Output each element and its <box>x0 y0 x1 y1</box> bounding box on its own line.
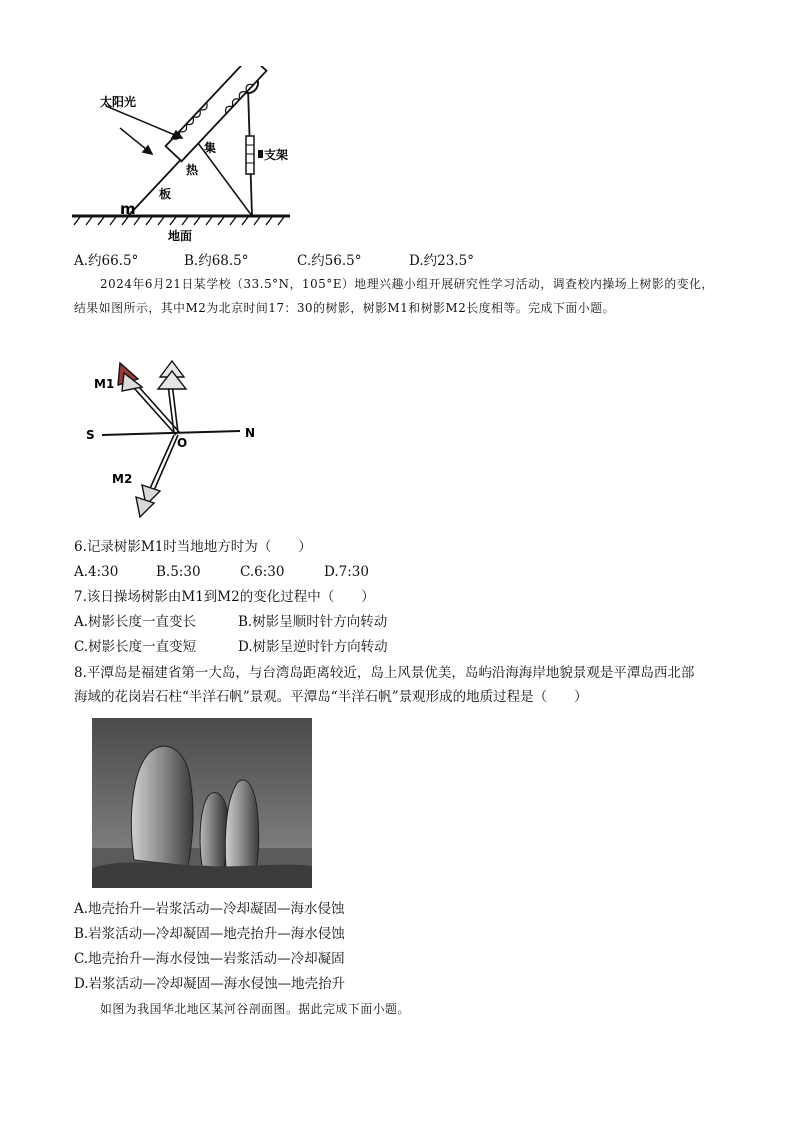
noon-tree-shadow <box>168 383 178 433</box>
q5-option-a[interactable]: A.约66.5° <box>74 253 139 269</box>
q8-option-d[interactable]: D.岩浆活动—冷却凝固—海水侵蚀—地壳抬升 <box>74 976 346 992</box>
tree-shadow-diagram <box>80 355 280 525</box>
q6-stem: 6.记录树影M1时当地地方时为（ ） <box>74 539 312 555</box>
collector-char-2: 热 <box>186 163 199 177</box>
q5-option-c[interactable]: C.约56.5° <box>297 253 362 269</box>
s-n-axis <box>102 431 240 435</box>
collector-char-1: 集 <box>204 141 217 155</box>
q6-option-a[interactable]: A.4:30 <box>74 564 119 580</box>
ground-label: 地面 <box>168 229 193 243</box>
q5-option-d[interactable]: D.约23.5° <box>409 253 474 269</box>
q7-options-row2 <box>74 638 388 656</box>
q7-option-a[interactable]: A.树影长度一直变长 <box>74 614 197 630</box>
q6-option-c[interactable]: C.6:30 <box>240 564 285 580</box>
m1-label: M1 <box>94 377 115 391</box>
tree-icon-m1 <box>118 363 142 391</box>
q8-option-b[interactable]: B.岩浆活动—冷却凝固—地壳抬升—海水侵蚀 <box>74 926 345 942</box>
m2-label: M2 <box>112 472 133 486</box>
q7-option-b[interactable]: B.树影呈顺时针方向转动 <box>238 614 388 630</box>
angle-label: m <box>120 200 136 218</box>
q7-option-d[interactable]: D.树影呈逆时针方向转动 <box>238 639 388 655</box>
sunlight-label: 太阳光 <box>100 95 137 109</box>
ground-hatching <box>74 217 284 225</box>
q5-options <box>74 252 474 270</box>
q7-option-c[interactable]: C.树影长度一直变短 <box>74 639 197 655</box>
intro-q6-q7: 2024年6月21日某学校（33.5°N，105°E）地理兴趣小组开展研究性学习活动，调查校内操场上树影的变化，结果如图所示，其中M2为北京时间17：30的树影，树影M1和树影M2长度相等。完成下面小题。 <box>74 277 714 315</box>
m2-shadow <box>148 435 178 495</box>
bracket-block <box>246 136 254 174</box>
q7-stem: 7.该日操场树影由M1到M2的变化过程中（ ） <box>74 589 375 605</box>
q8-stem-line2: 海域的花岗岩石柱“半洋石帆”景观。平潭岛“半洋石帆”景观形成的地质过程是（ ） <box>74 689 588 705</box>
q8-option-c[interactable]: C.地壳抬升—海水侵蚀—岩浆活动—冷却凝固 <box>74 951 345 967</box>
stone-pillar-photo <box>92 718 312 888</box>
q8-option-a[interactable]: A.地壳抬升—岩浆活动—冷却凝固—海水侵蚀 <box>74 901 345 917</box>
foreground-rocks <box>92 862 312 888</box>
bracket-knob <box>258 150 263 158</box>
q6-option-d[interactable]: D.7:30 <box>324 564 369 580</box>
tree-icon-m2 <box>136 485 160 517</box>
middle-pillar <box>200 793 228 868</box>
bracket-label: 支架 <box>264 148 289 162</box>
q8-stem-line1: 8.平潭岛是福建省第一大岛，与台湾岛距离较近，岛上风景优美，岛屿沿海海岸地貌景观是平潭岛西北部 <box>74 665 695 681</box>
collector-char-3: 板 <box>159 187 172 201</box>
q7-options-row1 <box>74 613 387 631</box>
q6-options <box>74 563 369 581</box>
q6-option-b[interactable]: B.5:30 <box>156 564 201 580</box>
q5-option-b[interactable]: B.约68.5° <box>184 253 249 269</box>
intro-next-section: 如图为我国华北地区某河谷剖面图。据此完成下面小题。 <box>100 1002 410 1016</box>
o-label: O <box>177 436 188 450</box>
n-label: N <box>245 426 256 440</box>
s-label: S <box>86 428 95 442</box>
solar-collector-diagram <box>70 66 300 246</box>
tree-icon-noon <box>158 361 186 389</box>
